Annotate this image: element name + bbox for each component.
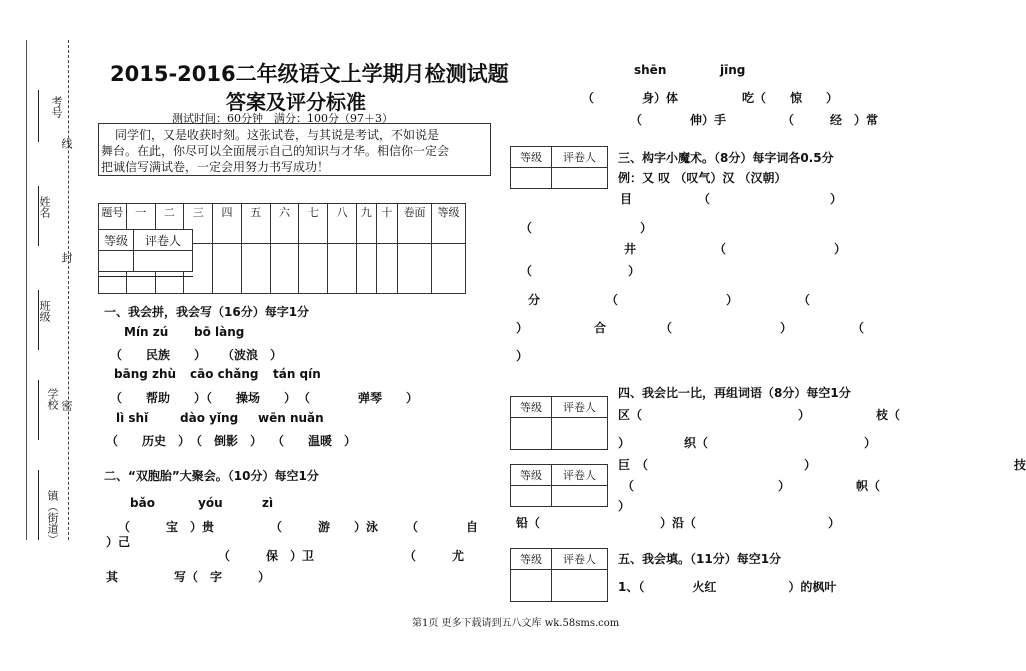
grade-label: 等级 xyxy=(511,147,552,168)
right-answer: （ 经 ）常 xyxy=(782,113,879,127)
score-cell: 八 xyxy=(328,204,357,244)
q1-pinyin: cāo chǎng xyxy=(190,367,259,381)
q2-pinyin: yóu xyxy=(198,496,223,510)
score-cell: 六 xyxy=(270,204,299,244)
q2-answer: （ 游 ）泳 xyxy=(270,520,379,534)
grade-box-q1 xyxy=(98,229,193,272)
margin-label-seal: 封 xyxy=(60,252,73,263)
q1-answer: （ 温暖 ） xyxy=(272,434,357,448)
q1-answer: （ 帮助 ） xyxy=(110,391,207,405)
grader-input[interactable] xyxy=(552,418,608,450)
score-input-cell[interactable] xyxy=(357,244,377,294)
score-input-cell[interactable] xyxy=(213,244,242,294)
margin-label-town: 镇（街道） xyxy=(46,490,59,545)
page-footer: 第1页 更多下载请到五八文库 wk.58sms.com xyxy=(412,618,620,629)
q3-line: ） xyxy=(516,349,529,363)
q1-answer: （ 操场 ） xyxy=(200,391,297,405)
q3-line: 目 （ ） xyxy=(620,192,843,206)
margin-label-secret: 密 xyxy=(60,400,73,411)
score-input-cell[interactable] xyxy=(398,244,432,294)
q2-answer: 写（ 字 ） xyxy=(174,570,271,584)
grade-input[interactable] xyxy=(99,251,134,272)
q1-pinyin: bō làng xyxy=(194,325,245,339)
grader-label: 评卷人 xyxy=(134,230,193,251)
grader-input[interactable] xyxy=(134,251,193,272)
grade-box-q5 xyxy=(510,548,608,602)
margin-label-class: 班级 xyxy=(38,300,51,322)
q4-title: 四、我会比一比，再组词语（8分）每空1分 xyxy=(618,386,851,400)
grade-label: 等级 xyxy=(511,397,552,418)
grade-box-q4b xyxy=(510,464,608,507)
score-cell: 七 xyxy=(299,204,328,244)
q3-example: 例：又 叹 （叹气）汉 （汉朝） xyxy=(618,171,787,185)
q4-line: 巨 （ ） 技 xyxy=(618,458,1026,472)
binding-dashed-line xyxy=(68,40,69,540)
grade-input[interactable] xyxy=(511,418,552,450)
q1-pinyin: bāng zhù xyxy=(114,367,177,381)
q2-title: 二、“双胞胎”大聚会。（10分）每空1分 xyxy=(104,469,319,483)
grade-label: 等级 xyxy=(99,230,134,251)
margin-label-name: 姓名 xyxy=(38,196,51,218)
q3-line: 分 （ ） （ xyxy=(528,293,811,307)
exam-info: 测试时间：60分钟 满分：100分（97＋3） xyxy=(172,112,393,125)
q3-line: 井 （ ） xyxy=(624,242,847,256)
binding-outer-line xyxy=(26,40,27,540)
q2-answer: （ 自 xyxy=(406,520,479,534)
grade-label: 等级 xyxy=(511,465,552,486)
score-input-cell[interactable] xyxy=(432,244,466,294)
margin-underline xyxy=(38,90,40,142)
q3-line: （ ） xyxy=(520,264,641,278)
score-cell: 一 xyxy=(126,204,155,244)
q2-answer: ）己 xyxy=(106,535,131,549)
q1-pinyin: Mín zú xyxy=(124,325,169,339)
grade-input[interactable] xyxy=(511,486,552,507)
q1-answer: （ 民族 ） xyxy=(110,348,207,362)
score-cell: 题号 xyxy=(99,204,127,244)
q4-line: ） xyxy=(618,499,631,513)
q1-title: 一、我会拼，我会写（16分）每字1分 xyxy=(104,305,310,319)
grade-box-bottom xyxy=(98,276,193,277)
q2-answer: 其 xyxy=(106,570,119,584)
q3-line: ） 合 （ ） （ xyxy=(516,321,865,335)
grade-box-q3 xyxy=(510,146,608,189)
q2-answer: （ 保 ）卫 xyxy=(218,549,315,563)
score-input-cell[interactable] xyxy=(328,244,357,294)
score-cell: 九 xyxy=(357,204,377,244)
grader-label: 评卷人 xyxy=(552,465,608,486)
q2-pinyin: zì xyxy=(262,496,274,510)
grader-label: 评卷人 xyxy=(552,147,608,168)
margin-label-line: 线 xyxy=(60,138,73,149)
page-title: 2015-2016二年级语文上学期月检测试题 xyxy=(110,62,509,86)
q5-title: 五、我会填。（11分）每空1分 xyxy=(618,552,782,566)
q3-line: （ ） xyxy=(520,221,653,235)
q1-pinyin: tán qín xyxy=(273,367,321,381)
q1-answer: （ 历史 ） xyxy=(106,434,191,448)
q1-pinyin: lì shǐ xyxy=(116,411,149,425)
score-cell: 二 xyxy=(155,204,184,244)
q4-line: 区（ ） 枝（ xyxy=(618,408,901,422)
q1-answer: （ 倒影 ） xyxy=(190,434,263,448)
score-cell: 卷面 xyxy=(398,204,432,244)
right-answer: （ 身）体 xyxy=(582,91,679,105)
q1-pinyin: wēn nuǎn xyxy=(258,411,324,425)
q3-title: 三、构字小魔术。（8分）每字词各0.5分 xyxy=(618,151,834,165)
grader-input[interactable] xyxy=(552,570,608,602)
score-cell: 四 xyxy=(213,204,242,244)
grade-label: 等级 xyxy=(511,549,552,570)
score-input-cell[interactable] xyxy=(270,244,299,294)
score-cell: 三 xyxy=(184,204,213,244)
margin-underline xyxy=(38,186,40,246)
q1-answer: （波浪 ） xyxy=(222,348,283,362)
grader-label: 评卷人 xyxy=(552,397,608,418)
grader-input[interactable] xyxy=(552,486,608,507)
grade-box-q4 xyxy=(510,396,608,450)
right-answer: （ 伸）手 xyxy=(630,113,727,127)
margin-underline xyxy=(38,470,40,540)
intro-line: 把诚信写满试卷，一定会用努力书写成功！ xyxy=(101,160,330,174)
score-cell: 等级 xyxy=(432,204,466,244)
grader-input[interactable] xyxy=(552,168,608,189)
margin-underline xyxy=(38,380,40,440)
intro-box xyxy=(98,123,491,176)
grade-input[interactable] xyxy=(511,168,552,189)
q2-answer: （ 尤 xyxy=(404,549,465,563)
q1-answer: （ 弹琴 ） xyxy=(298,391,419,405)
score-cell: 十 xyxy=(376,204,398,244)
score-input-cell[interactable] xyxy=(376,244,398,294)
grade-input[interactable] xyxy=(511,570,552,602)
right-pinyin: jīng xyxy=(720,63,746,77)
margin-label-school: 学校 xyxy=(46,388,59,410)
q4-line: （ ） 帜（ xyxy=(622,479,881,493)
q2-answer: （ 宝 ）贵 xyxy=(118,520,215,534)
q4-line: ） 织（ ） xyxy=(618,436,877,450)
right-pinyin: shēn xyxy=(634,63,667,77)
grader-label: 评卷人 xyxy=(552,549,608,570)
score-input-cell[interactable] xyxy=(299,244,328,294)
q1-pinyin: dào yǐng xyxy=(180,411,239,425)
intro-line: 同学们，又是收获时刻。这张试卷，与其说是考试，不如说是 xyxy=(115,128,440,142)
q4-line: 铅（ ）沿（ ） xyxy=(516,516,841,530)
intro-line: 舞台。在此，你尽可以全面展示自己的知识与才华。相信你一定会 xyxy=(101,144,450,158)
margin-underline xyxy=(38,290,40,350)
page-subtitle: 答案及评分标准 xyxy=(226,90,366,114)
right-answer: 吃（ 惊 ） xyxy=(742,91,839,105)
margin-label-exam-no: 考号 xyxy=(50,96,63,118)
q2-pinyin: bǎo xyxy=(130,496,155,510)
score-cell: 五 xyxy=(241,204,270,244)
score-input-cell[interactable] xyxy=(241,244,270,294)
q5-line: 1、（ 火红 ）的枫叶 xyxy=(618,580,837,594)
